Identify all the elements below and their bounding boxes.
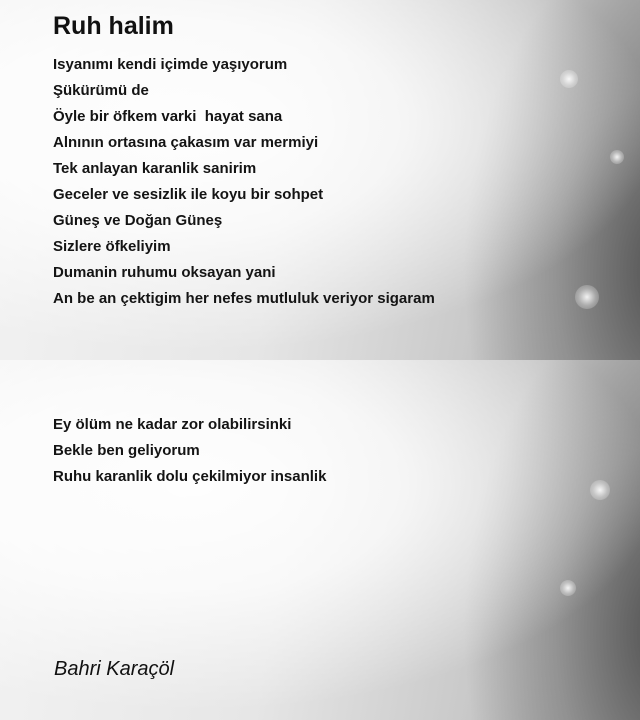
poem-line: Tek anlayan karanlik sanirim bbox=[53, 160, 257, 177]
poem-panel-bottom bbox=[0, 360, 640, 720]
poem-line: An be an çektigim her nefes mutluluk veriyor sigaram bbox=[53, 290, 435, 307]
stanza-1 bbox=[53, 52, 435, 312]
poem-line: Dumanin ruhumu oksayan yani bbox=[53, 264, 276, 281]
poem-line: Güneş ve Doğan Güneş bbox=[53, 212, 223, 229]
poem-line: Öyle bir öfkem varki hayat sana bbox=[53, 108, 283, 125]
poem-line: Alnının ortasına çakasım var mermiyi bbox=[53, 134, 319, 151]
poem-line: Bekle ben geliyorum bbox=[53, 442, 200, 459]
poem-line: Sizlere öfkeliyim bbox=[53, 238, 171, 255]
poem-line: Geceler ve sesizlik ile koyu bir sohpet bbox=[53, 186, 324, 203]
bokeh-light bbox=[590, 480, 610, 500]
poem-line: Ruhu karanlik dolu çekilmiyor insanlik bbox=[53, 468, 327, 485]
poem-line: Şükürümü de bbox=[53, 82, 149, 99]
poem-title: Ruh halim bbox=[53, 12, 174, 40]
bokeh-light bbox=[560, 580, 576, 596]
poem-line: Ey ölüm ne kadar zor olabilirsinki bbox=[53, 416, 292, 433]
bokeh-light bbox=[560, 70, 578, 88]
poem-line: Isyanımı kendi içimde yaşıyorum bbox=[53, 56, 288, 73]
bokeh-light bbox=[610, 150, 624, 164]
poem-author: Bahri Karaçöl bbox=[54, 658, 175, 680]
stanza-2 bbox=[53, 412, 326, 490]
bokeh-light bbox=[575, 285, 599, 309]
